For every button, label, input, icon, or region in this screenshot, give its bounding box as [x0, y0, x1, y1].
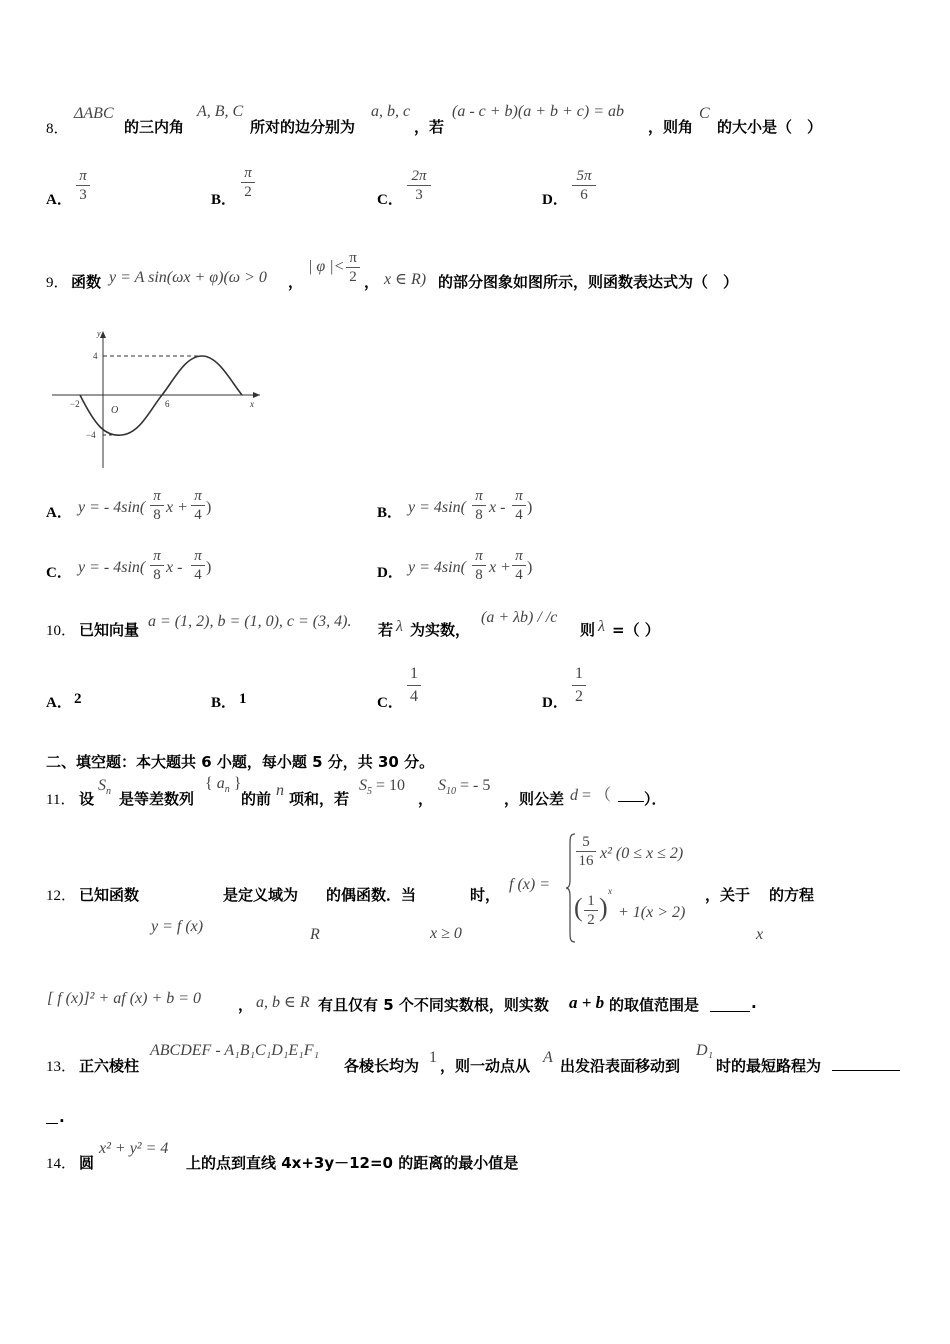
q10-text: 为实数， — [410, 621, 471, 639]
q12-condition: x ≥ 0 — [430, 925, 462, 942]
q11-text: ，则公差 — [504, 790, 565, 808]
q11-comma: ， — [418, 790, 434, 808]
q10-text: =（ ） — [612, 621, 660, 639]
q12-piece2-exponent: x — [608, 886, 612, 896]
q9-graph-x-label: x — [250, 399, 254, 409]
q8-option-b-fraction: π 2 — [241, 165, 255, 200]
q13-text: 各棱长均为 — [344, 1057, 420, 1075]
q13-edge-length: 1 — [429, 1049, 437, 1066]
q12-piece1: x² (0 ≤ x ≤ 2) — [600, 845, 684, 862]
q13-text: 正六棱柱 — [79, 1057, 140, 1075]
q12-piece1-fraction: 5 16 — [576, 834, 596, 869]
q8-option-d-fraction: 5π 6 — [572, 168, 596, 203]
q11-s5: $S_5 = 10$ — [359, 777, 406, 798]
q10-text: 则 — [580, 621, 596, 639]
q11-number: 11． — [46, 792, 76, 808]
q9-phi-fraction: π 2 — [346, 250, 360, 285]
q11-text: 的前 — [241, 790, 272, 808]
q10-text: 若 — [378, 621, 394, 639]
q9-text: 函数 — [71, 273, 102, 291]
q9-graph-tick-4: 4 — [93, 351, 98, 361]
q8-text: 的三内角 — [124, 118, 185, 136]
q12-period: . — [751, 994, 757, 1012]
q8-equation: (a - c + b)(a + b + c) = ab — [452, 103, 625, 120]
q10-lambda: λ — [598, 618, 605, 635]
q12-answer-blank[interactable] — [710, 1011, 750, 1012]
q12-piece2: + 1(x > 2) — [618, 904, 686, 921]
q9-sine-graph — [50, 325, 265, 470]
q12-text: 的取值范围是 — [609, 996, 700, 1014]
q8-text: 的大小是（ ） — [717, 118, 823, 136]
q8-angles: A, B, C — [197, 103, 244, 120]
q8-text: ，则角 — [648, 118, 694, 136]
q9-number: 9． — [46, 275, 69, 291]
q10-parallel: (a + λb) / /c — [481, 609, 558, 626]
q12-text: 是定义域为 — [223, 886, 299, 904]
q11-text: 项和，若 — [289, 790, 350, 808]
q14-text: 圆 — [79, 1154, 95, 1172]
q9-domain: x ∈ R) — [384, 271, 427, 288]
q13-number: 13． — [46, 1059, 77, 1075]
q9-graph-tick-neg4: −4 — [86, 430, 96, 440]
q13-text: 时的最短路程为 — [716, 1057, 822, 1075]
q8-text: 所对的边分别为 — [250, 118, 356, 136]
q9-graph-origin: O — [111, 405, 119, 416]
q9-phi-condition: | φ |< — [308, 258, 345, 275]
q11-sn: $S_n$ — [98, 777, 111, 798]
q9-comma: ， — [288, 273, 304, 291]
q13-text: ，则一动点从 — [440, 1057, 531, 1075]
q11-d: d = （ — [570, 787, 612, 804]
q12-paren-right: ) — [599, 893, 608, 922]
q9-comma: ， — [364, 273, 380, 291]
q8-sides: a, b, c — [371, 103, 411, 120]
q12-text: ，关于 — [705, 886, 751, 904]
q9-graph-tick-6: 6 — [165, 399, 170, 409]
q9-text: 的部分图象如图所示，则函数表达式为（ ） — [438, 273, 739, 291]
q12-comma: ， — [238, 996, 254, 1014]
q9-graph-tick-neg2: −2 — [70, 399, 80, 409]
q11-s10: $S_{10}$ = - 5 — [438, 777, 491, 798]
q11-text: ）． — [644, 790, 667, 808]
q11-n: n — [276, 782, 284, 799]
q13-text: 出发沿表面移动到 — [560, 1057, 681, 1075]
q8-triangle: ΔABC — [74, 105, 114, 122]
q12-equation: [ f (x)]² + af (x) + b = 0 — [47, 990, 202, 1007]
q8-option-a-fraction: π 3 — [76, 168, 90, 203]
q11-answer-blank[interactable] — [618, 801, 644, 802]
q9-graph-y-label: y — [97, 329, 101, 338]
q12-text: 时， — [470, 886, 501, 904]
q14-number: 14． — [46, 1156, 77, 1172]
q12-text: 的偶函数．当 — [326, 886, 417, 904]
q12-text: 的方程 — [769, 886, 815, 904]
q13-answer-blank-continued[interactable] — [46, 1123, 58, 1124]
q10-vectors: a = (1, 2), b = (1, 0), c = (3, 4). — [148, 613, 352, 630]
q11-text: 是等差数列 — [119, 790, 195, 808]
q10-text: 已知向量 — [79, 621, 140, 639]
q14-circle-equation: x² + y² = 4 — [99, 1140, 169, 1157]
q12-text: 已知函数 — [79, 886, 140, 904]
q8-option-c-fraction: 2π 3 — [407, 168, 431, 203]
q12-variable: x — [756, 926, 764, 943]
q12-piecewise-label: f (x) = — [509, 876, 550, 893]
q13-period: . — [59, 1108, 65, 1126]
q11-text: 设 — [79, 790, 95, 808]
q10-number: 10． — [46, 623, 77, 639]
q10-lambda: λ — [396, 618, 403, 635]
q12-a-plus-b: a + b — [569, 993, 605, 1012]
q13-point-d1: D₁ — [696, 1042, 714, 1059]
q9-function: y = A sin(ωx + φ)(ω > 0 — [109, 269, 267, 286]
q13-prism: ABCDEF - A₁B₁C₁D₁E₁F₁ — [150, 1042, 320, 1059]
q13-point-a: A — [543, 1049, 553, 1066]
q13-answer-blank[interactable] — [832, 1070, 900, 1071]
q8-angle-c: C — [699, 105, 710, 122]
q12-domain: R — [310, 926, 320, 943]
q11-sequence: { $a_n$ } — [205, 775, 242, 796]
q8-text: ，若 — [414, 118, 445, 136]
q12-number: 12． — [46, 888, 77, 904]
q14-text: 上的点到直线 4x+3y－12=0 的距离的最小值是 — [186, 1154, 519, 1172]
section-2-heading: 二、填空题：本大题共 6 小题，每小题 5 分，共 30 分。 — [46, 753, 435, 771]
q12-text: 有且仅有 5 个不同实数根，则实数 — [318, 996, 549, 1014]
q12-ab-real: a, b ∈ R — [256, 994, 310, 1011]
q12-piece2-fraction: 1 2 — [584, 893, 598, 928]
q12-paren-left: ( — [574, 893, 583, 922]
q12-function: y = f (x) — [151, 918, 204, 935]
q8-number: 8． — [46, 121, 69, 137]
